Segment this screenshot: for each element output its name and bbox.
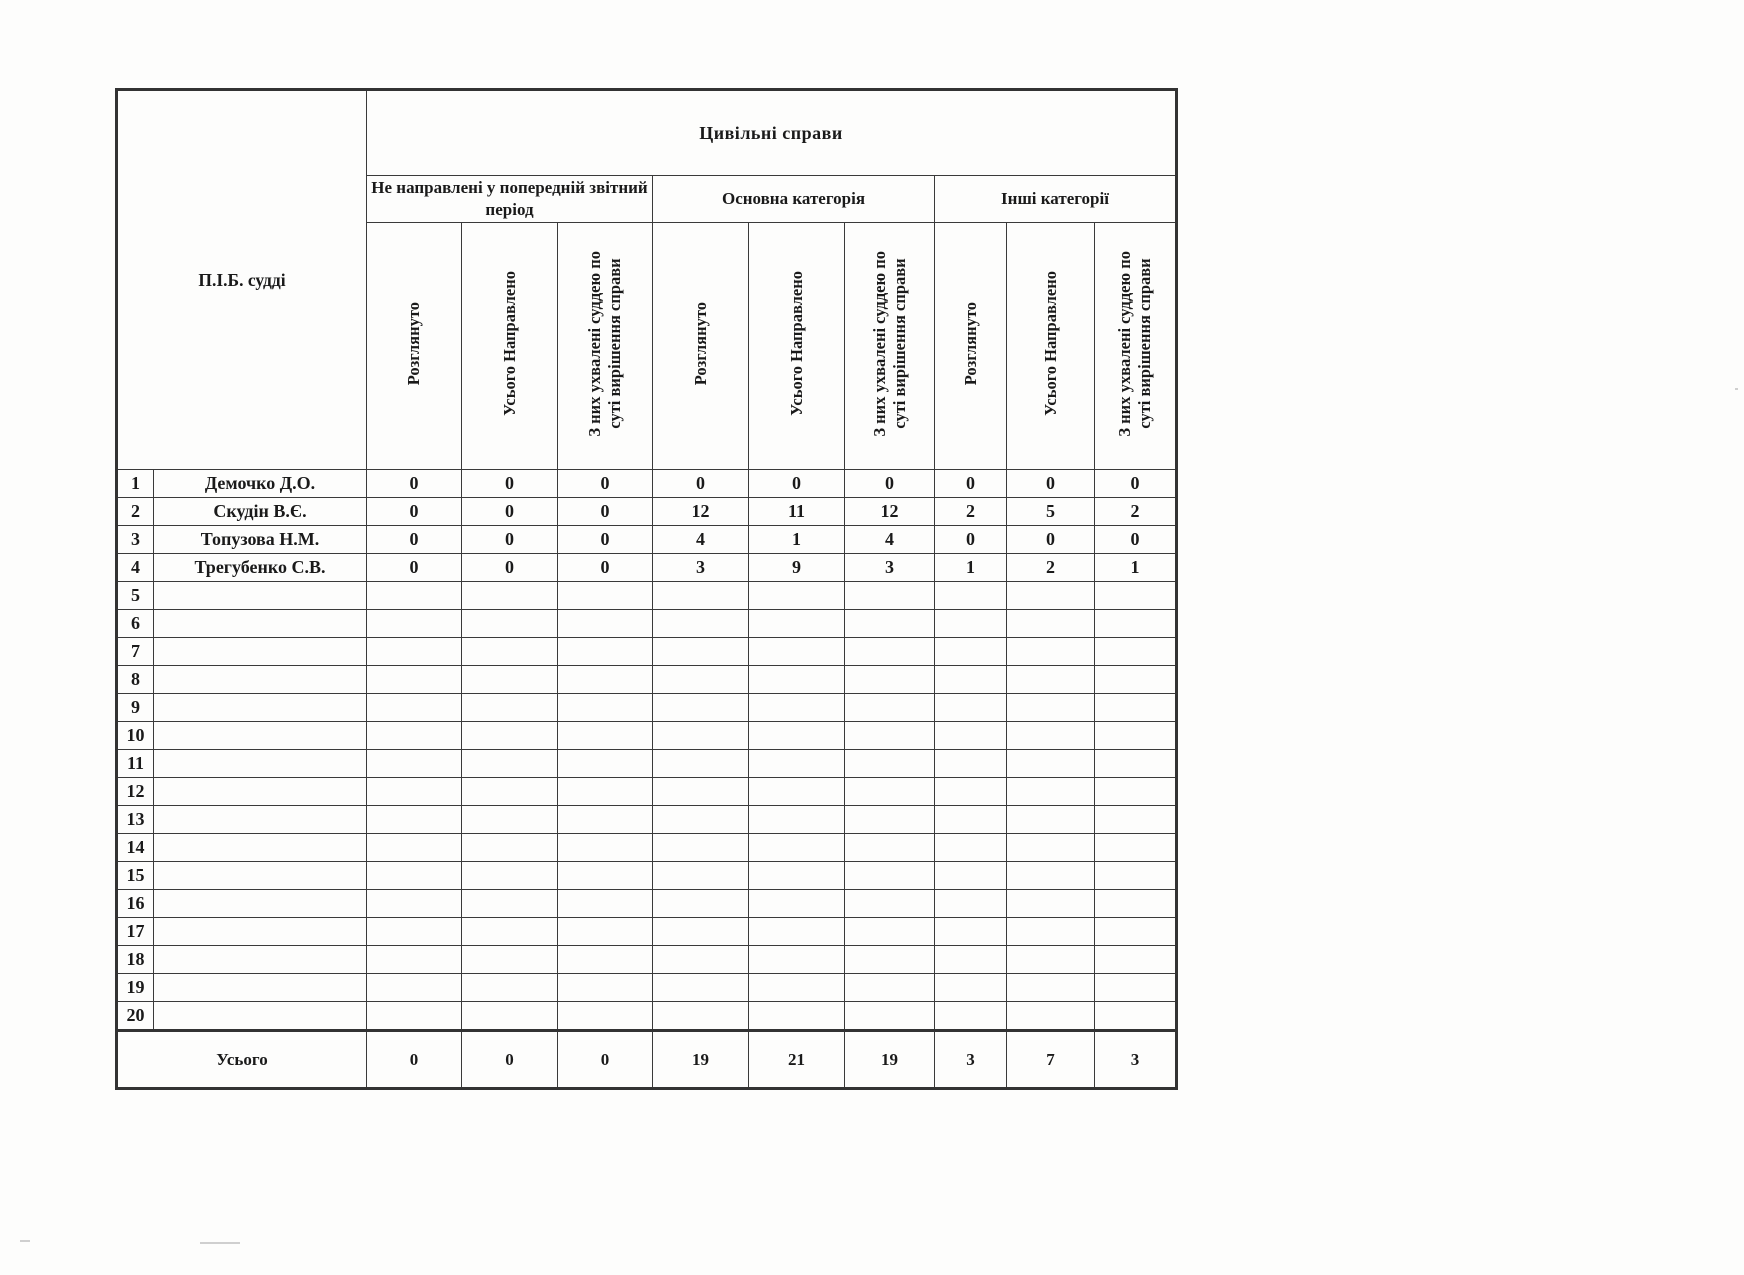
value-cell — [845, 666, 935, 694]
value-cell — [845, 722, 935, 750]
judge-name: Трегубенко С.В. — [154, 554, 367, 582]
value-cell: 0 — [462, 498, 558, 526]
value-cell — [1007, 582, 1095, 610]
value-cell — [462, 890, 558, 918]
table-row — [117, 554, 1177, 582]
value-cell — [1007, 974, 1095, 1002]
value-cell — [367, 918, 462, 946]
value-cell — [749, 722, 845, 750]
value-cell: 11 — [749, 498, 845, 526]
value-cell — [367, 638, 462, 666]
value-cell: 4 — [653, 526, 749, 554]
value-cell — [935, 834, 1007, 862]
total-value: 19 — [845, 1031, 935, 1089]
value-cell — [558, 974, 653, 1002]
row-number: 16 — [117, 890, 154, 918]
value-cell — [367, 946, 462, 974]
column-header-4 — [653, 223, 749, 470]
column-header-label: З них ухвалені суддею по суті вирішення справи — [1115, 250, 1154, 437]
value-cell — [653, 610, 749, 638]
value-cell — [367, 834, 462, 862]
value-cell — [749, 974, 845, 1002]
value-cell — [1007, 890, 1095, 918]
value-cell: 0 — [749, 470, 845, 498]
value-cell — [1007, 666, 1095, 694]
value-cell — [367, 694, 462, 722]
value-cell — [845, 946, 935, 974]
row-number: 18 — [117, 946, 154, 974]
value-cell: 0 — [462, 554, 558, 582]
value-cell — [462, 778, 558, 806]
value-cell — [845, 638, 935, 666]
judge-name — [154, 778, 367, 806]
judge-name — [154, 694, 367, 722]
value-cell — [1095, 862, 1177, 890]
judge-name-header: П.І.Б. судді — [117, 90, 367, 470]
value-cell — [558, 666, 653, 694]
value-cell — [367, 666, 462, 694]
value-cell — [1007, 834, 1095, 862]
value-cell — [1007, 778, 1095, 806]
value-cell — [1095, 778, 1177, 806]
value-cell: 0 — [462, 470, 558, 498]
value-cell — [1095, 890, 1177, 918]
table-row — [117, 974, 1177, 1002]
table-row — [117, 582, 1177, 610]
value-cell: 0 — [367, 498, 462, 526]
value-cell — [749, 638, 845, 666]
value-cell — [1007, 694, 1095, 722]
value-cell — [1095, 582, 1177, 610]
row-number: 20 — [117, 1002, 154, 1031]
value-cell — [367, 722, 462, 750]
value-cell — [749, 582, 845, 610]
value-cell — [653, 946, 749, 974]
judge-name — [154, 666, 367, 694]
value-cell — [935, 946, 1007, 974]
value-cell: 0 — [1007, 526, 1095, 554]
value-cell — [1095, 974, 1177, 1002]
value-cell: 5 — [1007, 498, 1095, 526]
value-cell — [653, 834, 749, 862]
row-number: 14 — [117, 834, 154, 862]
value-cell — [462, 918, 558, 946]
value-cell — [845, 778, 935, 806]
value-cell — [749, 946, 845, 974]
value-cell — [845, 750, 935, 778]
value-cell — [462, 722, 558, 750]
value-cell: 2 — [1007, 554, 1095, 582]
value-cell — [1095, 666, 1177, 694]
table-row — [117, 1002, 1177, 1031]
scan-speck — [200, 1242, 240, 1244]
column-header-label: Розглянуто — [690, 301, 710, 386]
value-cell — [845, 974, 935, 1002]
value-cell — [1095, 806, 1177, 834]
value-cell — [935, 890, 1007, 918]
value-cell — [935, 582, 1007, 610]
judge-name: Скудін В.Є. — [154, 498, 367, 526]
total-value: 0 — [558, 1031, 653, 1089]
value-cell — [935, 918, 1007, 946]
value-cell: 12 — [653, 498, 749, 526]
judge-name — [154, 890, 367, 918]
value-cell — [462, 806, 558, 834]
value-cell — [653, 1002, 749, 1031]
value-cell — [653, 806, 749, 834]
table-row — [117, 638, 1177, 666]
value-cell: 0 — [558, 554, 653, 582]
value-cell — [653, 890, 749, 918]
value-cell: 0 — [653, 470, 749, 498]
value-cell — [653, 694, 749, 722]
value-cell — [367, 582, 462, 610]
value-cell — [749, 610, 845, 638]
value-cell — [462, 610, 558, 638]
total-value: 7 — [1007, 1031, 1095, 1089]
row-number: 9 — [117, 694, 154, 722]
judge-name — [154, 1002, 367, 1031]
column-header-5 — [749, 223, 845, 470]
value-cell — [367, 750, 462, 778]
value-cell — [653, 778, 749, 806]
value-cell — [1007, 722, 1095, 750]
value-cell: 2 — [935, 498, 1007, 526]
column-header-3 — [558, 223, 653, 470]
table-row — [117, 750, 1177, 778]
table-row — [117, 946, 1177, 974]
value-cell — [653, 974, 749, 1002]
value-cell — [749, 778, 845, 806]
row-number: 7 — [117, 638, 154, 666]
row-number: 19 — [117, 974, 154, 1002]
value-cell — [462, 1002, 558, 1031]
value-cell — [558, 722, 653, 750]
value-cell: 9 — [749, 554, 845, 582]
value-cell — [558, 610, 653, 638]
value-cell — [749, 1002, 845, 1031]
table-row — [117, 778, 1177, 806]
column-header-label: Усього Направлено — [499, 271, 519, 416]
value-cell — [558, 582, 653, 610]
group-header-main-category: Основна категорія — [653, 176, 935, 223]
judge-name — [154, 582, 367, 610]
value-cell: 0 — [367, 470, 462, 498]
value-cell — [558, 638, 653, 666]
judge-name — [154, 974, 367, 1002]
value-cell — [1007, 806, 1095, 834]
value-cell — [367, 778, 462, 806]
value-cell: 1 — [749, 526, 845, 554]
value-cell — [845, 610, 935, 638]
value-cell — [367, 862, 462, 890]
row-number: 4 — [117, 554, 154, 582]
value-cell — [1095, 750, 1177, 778]
value-cell — [845, 918, 935, 946]
table-row — [117, 470, 1177, 498]
total-label: Усього — [117, 1031, 367, 1089]
table-row — [117, 666, 1177, 694]
row-number: 17 — [117, 918, 154, 946]
value-cell — [653, 750, 749, 778]
value-cell — [462, 638, 558, 666]
row-number: 12 — [117, 778, 154, 806]
table-row — [117, 722, 1177, 750]
table-row — [117, 498, 1177, 526]
value-cell — [749, 806, 845, 834]
value-cell — [367, 974, 462, 1002]
value-cell — [367, 806, 462, 834]
value-cell — [935, 750, 1007, 778]
value-cell — [845, 834, 935, 862]
value-cell — [653, 918, 749, 946]
value-cell — [367, 610, 462, 638]
value-cell — [367, 1002, 462, 1031]
table-row — [117, 834, 1177, 862]
row-number: 11 — [117, 750, 154, 778]
value-cell — [558, 918, 653, 946]
value-cell — [558, 834, 653, 862]
civil-cases-table — [115, 88, 1178, 1090]
scan-speck — [20, 1240, 30, 1242]
value-cell — [653, 638, 749, 666]
value-cell — [749, 890, 845, 918]
row-number: 8 — [117, 666, 154, 694]
row-number: 5 — [117, 582, 154, 610]
group-header-previous-period: Не направлені у попередній звітний період — [367, 176, 653, 223]
value-cell — [558, 806, 653, 834]
judge-name — [154, 750, 367, 778]
total-value: 3 — [1095, 1031, 1177, 1089]
value-cell — [462, 834, 558, 862]
total-value: 21 — [749, 1031, 845, 1089]
value-cell — [935, 722, 1007, 750]
column-header-2 — [462, 223, 558, 470]
value-cell: 3 — [845, 554, 935, 582]
row-number: 1 — [117, 470, 154, 498]
value-cell — [1007, 946, 1095, 974]
value-cell: 0 — [1095, 526, 1177, 554]
value-cell — [462, 946, 558, 974]
column-header-label: З них ухвалені суддею по суті вирішення справи — [585, 250, 624, 437]
value-cell — [653, 862, 749, 890]
judge-name: Топузова Н.М. — [154, 526, 367, 554]
value-cell — [653, 666, 749, 694]
column-header-7 — [935, 223, 1007, 470]
value-cell: 0 — [1007, 470, 1095, 498]
value-cell — [935, 1002, 1007, 1031]
value-cell — [1007, 862, 1095, 890]
column-header-6 — [845, 223, 935, 470]
judge-name — [154, 918, 367, 946]
value-cell — [462, 694, 558, 722]
value-cell — [1007, 918, 1095, 946]
judge-name — [154, 806, 367, 834]
scan-speck — [1735, 388, 1738, 390]
group-header-other-categories: Інші категорії — [935, 176, 1177, 223]
value-cell — [653, 582, 749, 610]
value-cell — [558, 946, 653, 974]
value-cell: 0 — [1095, 470, 1177, 498]
value-cell: 0 — [367, 526, 462, 554]
column-header-label: Усього Направлено — [1040, 271, 1060, 416]
value-cell — [845, 1002, 935, 1031]
value-cell — [1007, 638, 1095, 666]
value-cell: 0 — [935, 470, 1007, 498]
judge-name — [154, 722, 367, 750]
value-cell — [1007, 750, 1095, 778]
value-cell: 0 — [367, 554, 462, 582]
value-cell: 0 — [462, 526, 558, 554]
judge-name — [154, 610, 367, 638]
value-cell: 0 — [558, 498, 653, 526]
value-cell — [935, 610, 1007, 638]
value-cell — [462, 974, 558, 1002]
value-cell — [558, 890, 653, 918]
value-cell: 1 — [935, 554, 1007, 582]
value-cell — [558, 750, 653, 778]
value-cell — [845, 862, 935, 890]
value-cell — [1007, 1002, 1095, 1031]
value-cell — [749, 862, 845, 890]
value-cell — [845, 582, 935, 610]
column-header-1 — [367, 223, 462, 470]
table-row — [117, 526, 1177, 554]
value-cell — [653, 722, 749, 750]
value-cell — [1095, 722, 1177, 750]
row-number: 6 — [117, 610, 154, 638]
judge-name — [154, 862, 367, 890]
table-row — [117, 890, 1177, 918]
value-cell: 0 — [845, 470, 935, 498]
value-cell — [749, 694, 845, 722]
column-header-9 — [1095, 223, 1177, 470]
value-cell: 3 — [653, 554, 749, 582]
judge-name: Демочко Д.О. — [154, 470, 367, 498]
column-header-label: Розглянуто — [960, 301, 980, 386]
value-cell: 0 — [558, 526, 653, 554]
row-number: 13 — [117, 806, 154, 834]
value-cell — [558, 694, 653, 722]
value-cell — [558, 778, 653, 806]
value-cell — [462, 666, 558, 694]
total-value: 3 — [935, 1031, 1007, 1089]
total-value: 0 — [462, 1031, 558, 1089]
value-cell: 0 — [935, 526, 1007, 554]
value-cell — [558, 1002, 653, 1031]
row-number: 3 — [117, 526, 154, 554]
column-header-label: Усього Направлено — [786, 271, 806, 416]
value-cell — [1095, 610, 1177, 638]
value-cell — [935, 778, 1007, 806]
row-number: 2 — [117, 498, 154, 526]
value-cell: 2 — [1095, 498, 1177, 526]
value-cell — [1095, 918, 1177, 946]
value-cell — [935, 974, 1007, 1002]
value-cell — [1095, 1002, 1177, 1031]
value-cell — [749, 918, 845, 946]
value-cell — [1095, 694, 1177, 722]
table-row — [117, 806, 1177, 834]
value-cell — [845, 890, 935, 918]
value-cell — [935, 862, 1007, 890]
value-cell — [845, 806, 935, 834]
table-row — [117, 610, 1177, 638]
value-cell — [1095, 946, 1177, 974]
value-cell — [749, 666, 845, 694]
value-cell — [845, 694, 935, 722]
table-row — [117, 918, 1177, 946]
value-cell — [1095, 834, 1177, 862]
row-number: 10 — [117, 722, 154, 750]
column-header-label: З них ухвалені суддею по суті вирішення справи — [869, 250, 909, 437]
column-header-8 — [1007, 223, 1095, 470]
table-row — [117, 694, 1177, 722]
value-cell — [935, 666, 1007, 694]
value-cell — [367, 890, 462, 918]
table-row — [117, 862, 1177, 890]
value-cell: 1 — [1095, 554, 1177, 582]
value-cell — [935, 806, 1007, 834]
value-cell: 0 — [558, 470, 653, 498]
value-cell — [935, 638, 1007, 666]
value-cell — [462, 582, 558, 610]
main-title: Цивільні справи — [367, 90, 1177, 176]
row-number: 15 — [117, 862, 154, 890]
judge-name — [154, 946, 367, 974]
value-cell: 4 — [845, 526, 935, 554]
total-value: 0 — [367, 1031, 462, 1089]
value-cell — [462, 750, 558, 778]
judge-name — [154, 834, 367, 862]
value-cell: 12 — [845, 498, 935, 526]
value-cell — [749, 750, 845, 778]
value-cell — [749, 834, 845, 862]
value-cell — [558, 862, 653, 890]
judge-name — [154, 638, 367, 666]
total-value: 19 — [653, 1031, 749, 1089]
value-cell — [935, 694, 1007, 722]
value-cell — [462, 862, 558, 890]
value-cell — [1095, 638, 1177, 666]
value-cell — [1007, 610, 1095, 638]
column-header-label: Розглянуто — [404, 301, 423, 386]
